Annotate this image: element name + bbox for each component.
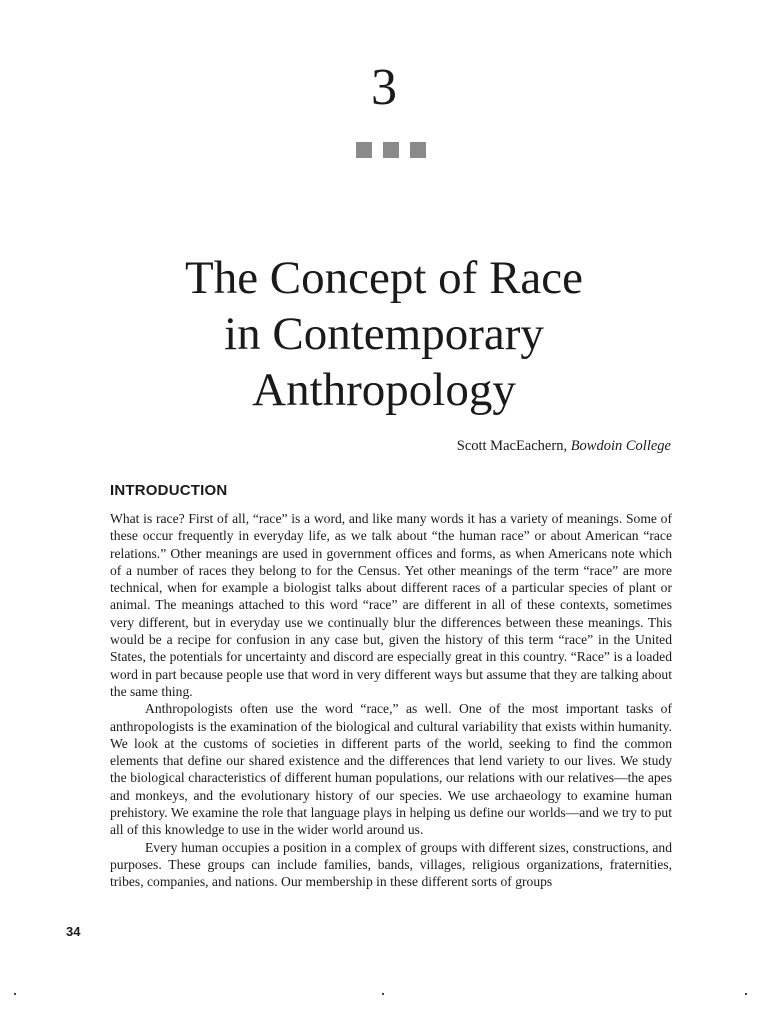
ornament-square (356, 142, 372, 158)
crop-mark (745, 993, 747, 995)
paragraph: What is race? First of all, “race” is a word, and like many words it has a variety of meanings. Some of these occur frequently in everyday life, as we talk about “the human race” or about American “race relations.” Other meanings are used in government offices and forms, as when Americans note which of a number of races they belong to for the Census. Yet other meanings of the term “race” are more technical, when for example a biologist talks about different races of a particular species of plant or animal. The meanings attached to this word “race” are different in all of these contexts, sometimes very different, but in everyday use we continually blur the differences between these meanings. This would be a recipe for confusion in any case but, given the history of this term “race” in the United States, the potentials for uncertainty and discord are especially great in this country. “Race” is a loaded word in part because people use that word in very different ways but assume that they are talking about the same thing. (110, 511, 672, 699)
crop-mark (14, 993, 16, 995)
crop-mark (382, 993, 384, 995)
chapter-number: 3 (371, 59, 397, 116)
chapter-title-line: The Concept of Race (184, 252, 584, 304)
paragraph: Every human occupies a position in a complex of groups with different sizes, constructions, and purposes. These groups can include families, bands, villages, religious organizations, fraternities, tribes, companies, and nations. Our membership in these different sorts of groups (110, 839, 672, 890)
paragraph: Anthropologists often use the word “race,” as well. One of the most important tasks of anthropologists is the examination of the biological and cultural variability that exists within humanity. We look at the customs of societies in different parts of the world, seeking to find the common elements that define our shared existence and the differences that lend variety to our lives. We study the biological characteristics of different human populations, our relations with our relatives—the apes and monkeys, and the evolutionary history of our species. We use archaeology to examine human prehistory. We examine the role that language plays in helping us define our worlds—and we try to put all of this knowledge to use in the wider world around us. (110, 701, 672, 838)
chapter-title (0, 250, 768, 418)
chapter-title-line: in Contemporary (224, 308, 544, 360)
author-byline (457, 437, 671, 455)
ornament-square (410, 142, 426, 158)
chapter-title-line: Anthropology (252, 364, 516, 416)
chapter-ornament (356, 142, 426, 158)
body-text (110, 510, 672, 891)
author-name: Scott MacEachern, (456, 438, 568, 454)
author-affiliation: Bowdoin College (570, 438, 671, 454)
ornament-square (383, 142, 399, 158)
page-number: 34 (66, 924, 81, 939)
section-heading: INTRODUCTION (110, 482, 228, 499)
